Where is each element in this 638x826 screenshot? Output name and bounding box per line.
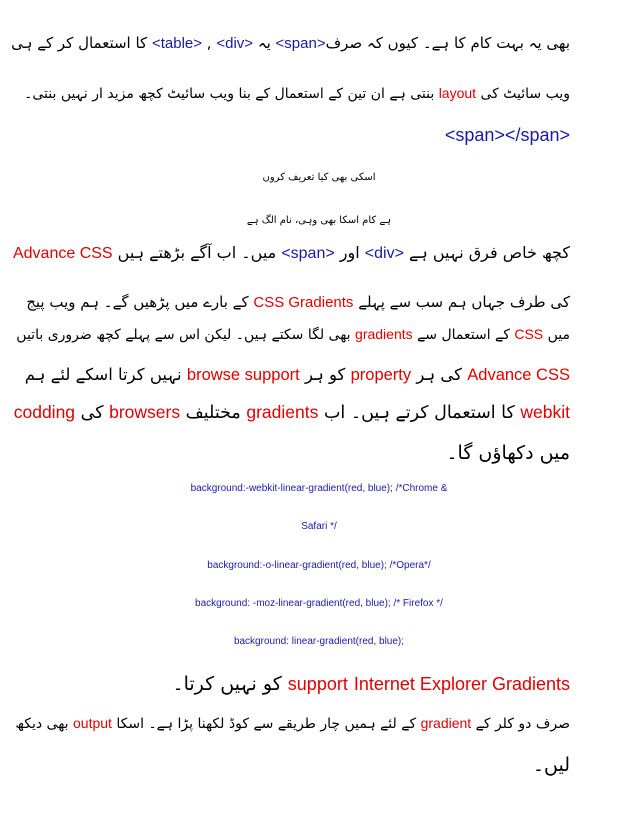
urdu-text: بنتی ہے ان تین کے استعمال کے بنا ویب سائیٹ کچھ مزید ار نہیں بنتی۔ [24, 86, 439, 102]
urdu-text: میں [543, 327, 570, 343]
urdu-text: کی ہر [411, 365, 468, 384]
tag-div: <div> [216, 35, 254, 52]
keyword-codding: codding [13, 402, 76, 422]
urdu-text: کے استعمال سے [412, 327, 515, 343]
keyword-css: CSS [514, 326, 544, 342]
urdu-text: اسکی بھی کیا تعریف کروں [262, 172, 376, 183]
keyword-browsers: browsers [109, 402, 181, 422]
code-line-webkit [0, 476, 638, 502]
urdu-text: کا استعمال کرتے ہیں۔ اب [318, 403, 521, 423]
paragraph-line-1 [11, 30, 570, 57]
tag-table: <table> [151, 35, 203, 52]
urdu-text: کی طرف جہاں ہم سب سے پہلے [353, 293, 570, 311]
paragraph-line-13 [15, 710, 570, 737]
keyword-advance-css: Advance CSS [12, 245, 113, 262]
urdu-text: نہیں کرتا اسکے لئے ہم [24, 365, 187, 384]
keyword-property: property [350, 366, 412, 384]
urdu-text: کے بارے میں پڑھیں گے۔ ہم ویب پیج [26, 293, 254, 311]
keyword-browse-support: browse support [186, 366, 300, 384]
urdu-text: میں۔ اب آگے بڑھتے ہیں [112, 243, 282, 262]
keyword-internet-explorer-gradients: Internet Explorer Gradients [353, 674, 570, 694]
code-text: Safari */ [301, 521, 337, 532]
keyword-output: output [73, 715, 112, 731]
urdu-text: کی [75, 403, 110, 423]
tag-span: <span> [275, 35, 326, 52]
urdu-text: اور [334, 243, 365, 262]
urdu-text: لیں۔ [532, 754, 570, 776]
code-line-standard [0, 629, 638, 655]
code-text: background: -moz-linear-gradient(red, blue); /* Firefox */ [195, 598, 443, 609]
paragraph-line-12 [172, 671, 570, 697]
urdu-text: یہ [253, 34, 276, 52]
paragraph-line-3 [445, 122, 570, 149]
keyword-gradients: gradients [246, 402, 319, 422]
tag-span: <span> [281, 245, 335, 262]
urdu-text: کو نہیں کرتا۔ [172, 673, 288, 695]
code-text: background: linear-gradient(red, blue); [233, 636, 405, 647]
paragraph-line-11 [446, 440, 570, 466]
urdu-text: ویب سائیٹ کی [476, 86, 570, 102]
urdu-text: بھی دیکھ [15, 716, 74, 732]
verse-line-1 [0, 165, 638, 191]
code-text: background:-webkit-linear-gradient(red, blue); /*Chrome & [190, 483, 448, 494]
code-line-opera [0, 553, 638, 579]
tag-span-pair: <span></span> [444, 125, 570, 145]
paragraph-line-8 [16, 321, 570, 348]
urdu-text: ہے کام اسکا بھی وہی، نام الگ ہے [246, 215, 392, 226]
paragraph-line-14 [533, 752, 570, 778]
paragraph-line-10 [14, 399, 570, 426]
urdu-text: بھی لگا سکتے ہیں۔ لیکن اس سے پہلے کچھ ضروری باتیں [16, 327, 356, 343]
urdu-text: میں دکھاؤں گا۔ [446, 442, 570, 464]
code-line-safari [0, 514, 638, 540]
keyword-gradients: gradients [355, 326, 413, 342]
keyword-support: support [287, 674, 348, 694]
urdu-text: کے لئے ہمیں چار طریقے سے کوڈ لکھنا پڑا ہے۔ اسکا [111, 716, 421, 732]
code-line-moz [0, 591, 638, 617]
code-text: background:-o-linear-gradient(red, blue); /*Opera*/ [207, 560, 431, 571]
keyword-webkit: webkit [520, 402, 570, 422]
urdu-text: , [202, 34, 217, 52]
tag-div: <div> [364, 245, 404, 262]
verse-line-2 [0, 208, 638, 234]
paragraph-line-9 [25, 362, 570, 388]
urdu-text: مختلیف [180, 403, 247, 423]
keyword-advance-css: Advance CSS [467, 366, 570, 384]
urdu-text: کا استعمال کر کے ہی [11, 34, 152, 52]
urdu-text: کو ہر [299, 365, 351, 384]
urdu-text: بھی یہ بہت کام کا ہے۔ کیوں کہ صرف [325, 34, 570, 52]
paragraph-line-6 [13, 240, 570, 267]
urdu-text: صرف دو کلر کے [471, 716, 570, 732]
keyword-css-gradients: CSS Gradients [253, 294, 354, 311]
paragraph-line-2 [24, 80, 570, 107]
keyword-layout: layout [438, 85, 477, 101]
keyword-gradient: gradient [420, 715, 472, 731]
urdu-text: کچھ خاص فرق نہیں ہے [403, 243, 570, 262]
paragraph-line-7 [26, 289, 570, 316]
